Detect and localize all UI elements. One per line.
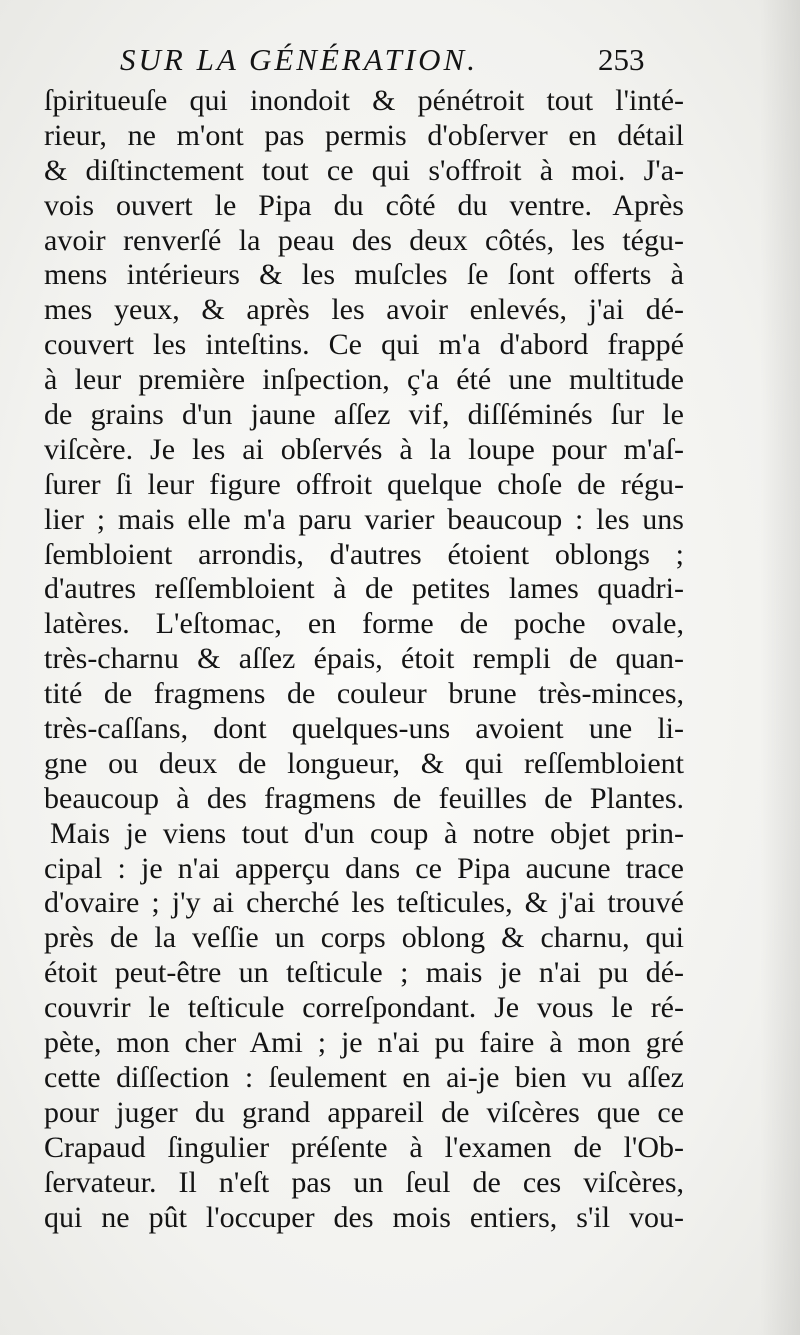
text-line: viſcère. Je les ai obſervés à la loupe pour m'aſ-	[44, 432, 684, 466]
text-line: ſurer ſi leur figure offroit quelque choſe de régu-	[44, 467, 684, 501]
text-line: couvert les inteſtins. Ce qui m'a d'abord frappé	[44, 328, 684, 362]
text-line: d'ovaire ; j'y ai cherché les teſticules, & j'ai trouvé	[44, 886, 684, 920]
body-text	[44, 84, 684, 1235]
text-line: cipal : je n'ai apperçu dans ce Pipa aucune trace	[44, 851, 684, 885]
text-line: rieur, ne m'ont pas permis d'obſerver en détail	[44, 118, 684, 152]
text-line: couvrir le teſticule correſpondant. Je vous le ré-	[44, 991, 684, 1025]
text-line: avoir renverſé la peau des deux côtés, les tégu-	[44, 223, 684, 257]
text-line: très-caſſans, dont quelques-uns avoient une li-	[44, 712, 684, 746]
text-line: pète, mon cher Ami ; je n'ai pu faire à mon gré	[44, 1026, 684, 1060]
text-line: vois ouvert le Pipa du côté du ventre. Après	[44, 188, 684, 222]
text-line: pour juger du grand appareil de viſcères que ce	[44, 1095, 684, 1129]
text-line: à leur première inſpection, ç'a été une multitude	[44, 363, 684, 397]
text-line: Crapaud ſingulier préſente à l'examen de l'Ob-	[44, 1130, 684, 1164]
text-line: mes yeux, & après les avoir enlevés, j'ai dé-	[44, 293, 684, 327]
text-line: Mais je viens tout d'un coup à notre objet prin-	[50, 816, 684, 850]
text-line: latères. L'eſtomac, en forme de poche ovale,	[44, 607, 684, 641]
text-line: d'autres reſſembloient à de petites lames quadri-	[44, 572, 684, 606]
text-line: cette diſſection : ſeulement en ai-je bien vu aſſez	[44, 1060, 684, 1094]
text-line: ſervateur. Il n'eſt pas un ſeul de ces viſcères,	[44, 1165, 684, 1199]
text-line: près de la veſſie un corps oblong & charnu, qui	[44, 921, 684, 955]
text-line: lier ; mais elle m'a paru varier beaucoup : les uns	[44, 502, 684, 536]
page-number: 253	[598, 42, 645, 77]
text-line: mens intérieurs & les muſcles ſe ſont offerts à	[44, 258, 684, 292]
page-edge-shadow	[760, 0, 800, 1335]
running-title: SUR LA GÉNÉRATION.	[120, 42, 478, 77]
text-line: ſembloient arrondis, d'autres étoient oblongs ;	[44, 537, 684, 571]
text-line: beaucoup à des fragmens de feuilles de Plantes.	[44, 781, 684, 815]
text-line: de grains d'un jaune aſſez vif, diſſéminés ſur le	[44, 398, 684, 432]
text-line: très-charnu & aſſez épais, étoit rempli de quan-	[44, 642, 684, 676]
text-line: ſpiritueuſe qui inondoit & pénétroit tout l'inté-	[44, 84, 684, 117]
text-line: gne ou deux de longueur, & qui reſſembloient	[44, 746, 684, 780]
text-line: étoit peut-être un teſticule ; mais je n'ai pu dé-	[44, 956, 684, 990]
text-line: qui ne pût l'occuper des mois entiers, s'il vou-	[44, 1200, 684, 1234]
text-line: & diſtinctement tout ce qui s'offroit à moi. J'a-	[44, 153, 684, 187]
text-line: tité de fragmens de couleur brune très-minces,	[44, 677, 684, 711]
page-header	[0, 38, 800, 88]
